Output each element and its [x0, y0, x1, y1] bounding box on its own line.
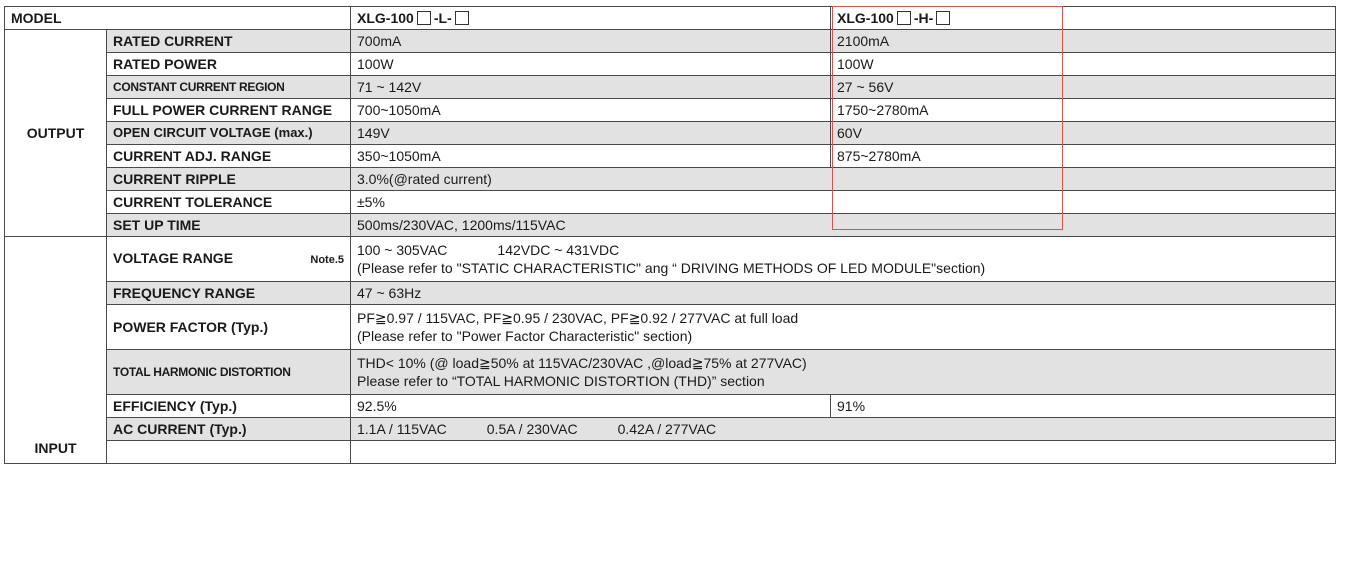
table-row [5, 30, 1336, 53]
model-l-header: XLG-100 -L- [351, 7, 831, 30]
row-label: FREQUENCY RANGE [107, 282, 351, 305]
row-label: VOLTAGE RANGE Note.5 [107, 237, 351, 282]
header-row [5, 7, 1336, 30]
row-label: CURRENT RIPPLE [107, 168, 351, 191]
row-label: EFFICIENCY (Typ.) [107, 395, 351, 418]
table-row [5, 395, 1336, 418]
row-label [107, 441, 351, 464]
table-row [5, 418, 1336, 441]
value-h: 875~2780mA [831, 145, 1336, 168]
value-merged: 47 ~ 63Hz [351, 282, 1336, 305]
value-h: 60V [831, 122, 1336, 145]
checkbox-placeholder-icon [936, 11, 950, 25]
value-l: 71 ~ 142V [351, 76, 831, 99]
table-row [5, 145, 1336, 168]
row-label: RATED POWER [107, 53, 351, 76]
table-row [5, 168, 1336, 191]
output-group-label: OUTPUT [5, 30, 107, 237]
value-merged: PF≧0.97 / 115VAC, PF≧0.95 / 230VAC, PF≧0.92 / 277VAC at full load (Please refer to "Power Factor Characteristic" section) [351, 305, 1336, 350]
value-merged [351, 441, 1336, 464]
value-merged: 1.1A / 115VAC 0.5A / 230VAC 0.42A / 277VAC [351, 418, 1336, 441]
checkbox-placeholder-icon [417, 11, 431, 25]
row-label: TOTAL HARMONIC DISTORTION [107, 350, 351, 395]
value-h: 27 ~ 56V [831, 76, 1336, 99]
value-merged: 100 ~ 305VAC 142VDC ~ 431VDC (Please refer to "STATIC CHARACTERISTIC" ang “ DRIVING METHODS OF LED MODULE"section) [351, 237, 1336, 282]
table-row [5, 122, 1336, 145]
value-l: 700mA [351, 30, 831, 53]
value-h: 91% [831, 395, 1336, 418]
table-row [5, 214, 1336, 237]
table-row [5, 350, 1336, 395]
table-row [5, 441, 1336, 464]
row-label: CURRENT ADJ. RANGE [107, 145, 351, 168]
value-l: 92.5% [351, 395, 831, 418]
value-l: 350~1050mA [351, 145, 831, 168]
row-label: AC CURRENT (Typ.) [107, 418, 351, 441]
row-label: CONSTANT CURRENT REGION [107, 76, 351, 99]
table-row [5, 191, 1336, 214]
row-label: SET UP TIME [107, 214, 351, 237]
table-row [5, 53, 1336, 76]
table-row [5, 76, 1336, 99]
value-merged: ±5% [351, 191, 1336, 214]
value-merged: THD< 10% (@ load≧50% at 115VAC/230VAC ,@load≧75% at 277VAC) Please refer to “TOTAL HARMONIC DISTORTION (THD)” section [351, 350, 1336, 395]
row-label: OPEN CIRCUIT VOLTAGE (max.) [107, 122, 351, 145]
value-merged: 500ms/230VAC, 1200ms/115VAC [351, 214, 1336, 237]
input-group-label: INPUT [5, 237, 107, 464]
value-h: 100W [831, 53, 1336, 76]
row-label: RATED CURRENT [107, 30, 351, 53]
model-label: MODEL [5, 7, 351, 30]
table-row [5, 305, 1336, 350]
row-label: FULL POWER CURRENT RANGE [107, 99, 351, 122]
table-row [5, 99, 1336, 122]
table-row [5, 282, 1336, 305]
value-merged: 3.0%(@rated current) [351, 168, 1336, 191]
spec-table [4, 6, 1336, 464]
table-row [5, 237, 1336, 282]
value-l: 700~1050mA [351, 99, 831, 122]
value-l: 100W [351, 53, 831, 76]
note-ref: Note.5 [310, 254, 344, 266]
value-l: 149V [351, 122, 831, 145]
model-h-header: XLG-100 -H- [831, 7, 1336, 30]
row-label: CURRENT TOLERANCE [107, 191, 351, 214]
row-label: POWER FACTOR (Typ.) [107, 305, 351, 350]
value-h: 2100mA [831, 30, 1336, 53]
value-h: 1750~2780mA [831, 99, 1336, 122]
checkbox-placeholder-icon [455, 11, 469, 25]
checkbox-placeholder-icon [897, 11, 911, 25]
